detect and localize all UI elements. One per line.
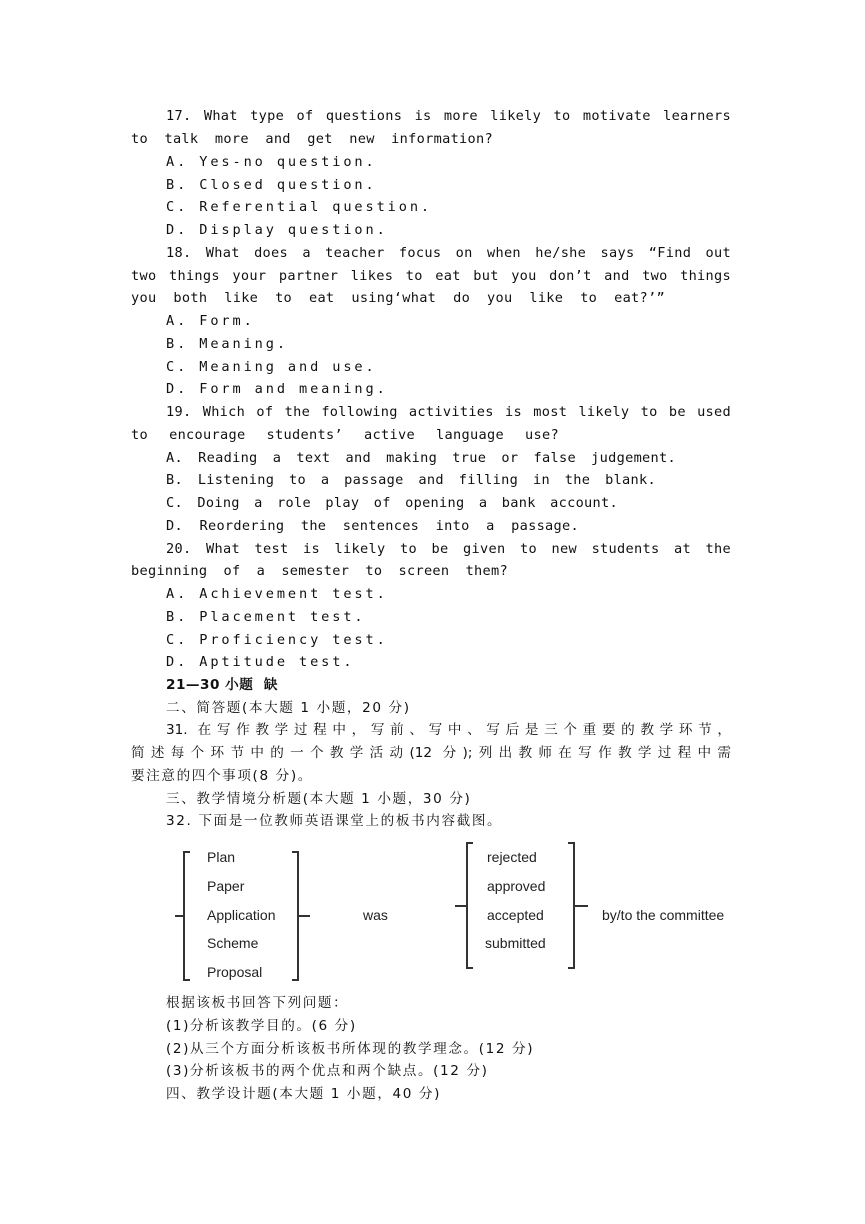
q18-option-c: C. Meaning and use. (166, 359, 377, 375)
subject-scheme: Scheme (207, 935, 259, 951)
q18-stem-line1: 18. What does a teacher focus on when he/she says “Find out (166, 245, 731, 261)
section2-heading: 二、简答题(本大题 1 小题，20 分) (166, 700, 411, 716)
subquestion-3: (3)分析该板书的两个优点和两个缺点。(12 分) (166, 1063, 489, 1079)
q20-option-c: C. Proficiency test. (166, 632, 388, 648)
q20-stem-line1: 20. What test is likely to be given to new students at the (166, 541, 731, 557)
subject-application: Application (207, 907, 276, 923)
q17-stem-line1: 17. What type of questions is more likely to motivate learners (166, 108, 731, 124)
subject-paper: Paper (207, 878, 245, 894)
q18-stem-line2: two things your partner likes to eat but you don’t and two things (131, 268, 731, 284)
tail-committee: by/to the committee (602, 907, 725, 923)
subquestion-1: (1)分析该教学目的。(6 分) (166, 1018, 357, 1034)
q20-option-a: A. Achievement test. (166, 586, 388, 602)
q19-option-b: B. Listening to a passage and filling in the blank. (166, 472, 656, 488)
verb-was: was (363, 907, 388, 923)
participle-submitted: submitted (485, 935, 546, 951)
q32-prompt: 32. 下面是一位教师英语课堂上的板书内容截图。 (166, 813, 503, 829)
q18-stem-line3: you both like to eat using‘what do you like to eat?’” (131, 290, 665, 306)
q18-option-b: B. Meaning. (166, 336, 288, 352)
q31-line1: 31. 在写作教学过程中，写前、写中、写后是三个重要的教学环节， (166, 722, 731, 738)
q19-option-d: D. Reordering the sentences into a passage. (166, 518, 579, 534)
participle-rejected: rejected (487, 849, 537, 865)
q19-stem-line2: to encourage students’ active language use? (131, 427, 559, 443)
q19-option-c: C. Doing a role play of opening a bank account. (166, 495, 618, 511)
q31-line2: 简述每个环节中的一个教学活动(12 分);列出教师在写作教学过程中需 (131, 745, 731, 761)
participle-approved: approved (487, 878, 546, 894)
missing-questions-note: 21—30 小题 缺 (166, 677, 278, 693)
subject-proposal: Proposal (207, 964, 263, 980)
q20-stem-line2: beginning of a semester to screen them? (131, 563, 508, 579)
q19-option-a: A. Reading a text and making true or false judgement. (166, 450, 676, 466)
q17-stem-line2: to talk more and get new information? (131, 131, 493, 147)
subject-plan: Plan (207, 849, 236, 865)
section3-heading: 三、教学情境分析题(本大题 1 小题，30 分) (166, 791, 472, 807)
subquestion-intro: 根据该板书回答下列问题： (166, 995, 349, 1011)
q18-option-d: D. Form and meaning. (166, 381, 388, 397)
q17-option-b: B. Closed question. (166, 177, 377, 193)
section4-heading: 四、教学设计题(本大题 1 小题，40 分) (166, 1086, 442, 1102)
q17-option-a: A. Yes-no question. (166, 154, 377, 170)
q17-option-c: C. Referential question. (166, 199, 433, 215)
q20-option-d: D. Aptitude test. (166, 654, 355, 670)
q19-stem-line1: 19. Which of the following activities is most likely to be used (166, 404, 731, 420)
q17-option-d: D. Display question. (166, 222, 388, 238)
q31-line3: 要注意的四个事项(8 分)。 (131, 768, 313, 784)
subquestion-2: (2)从三个方面分析该板书所体现的教学理念。(12 分) (166, 1041, 535, 1057)
q18-option-a: A. Form. (166, 313, 255, 329)
q20-option-b: B. Placement test. (166, 609, 366, 625)
blackboard-diagram (170, 840, 740, 990)
participle-accepted: accepted (487, 907, 544, 923)
